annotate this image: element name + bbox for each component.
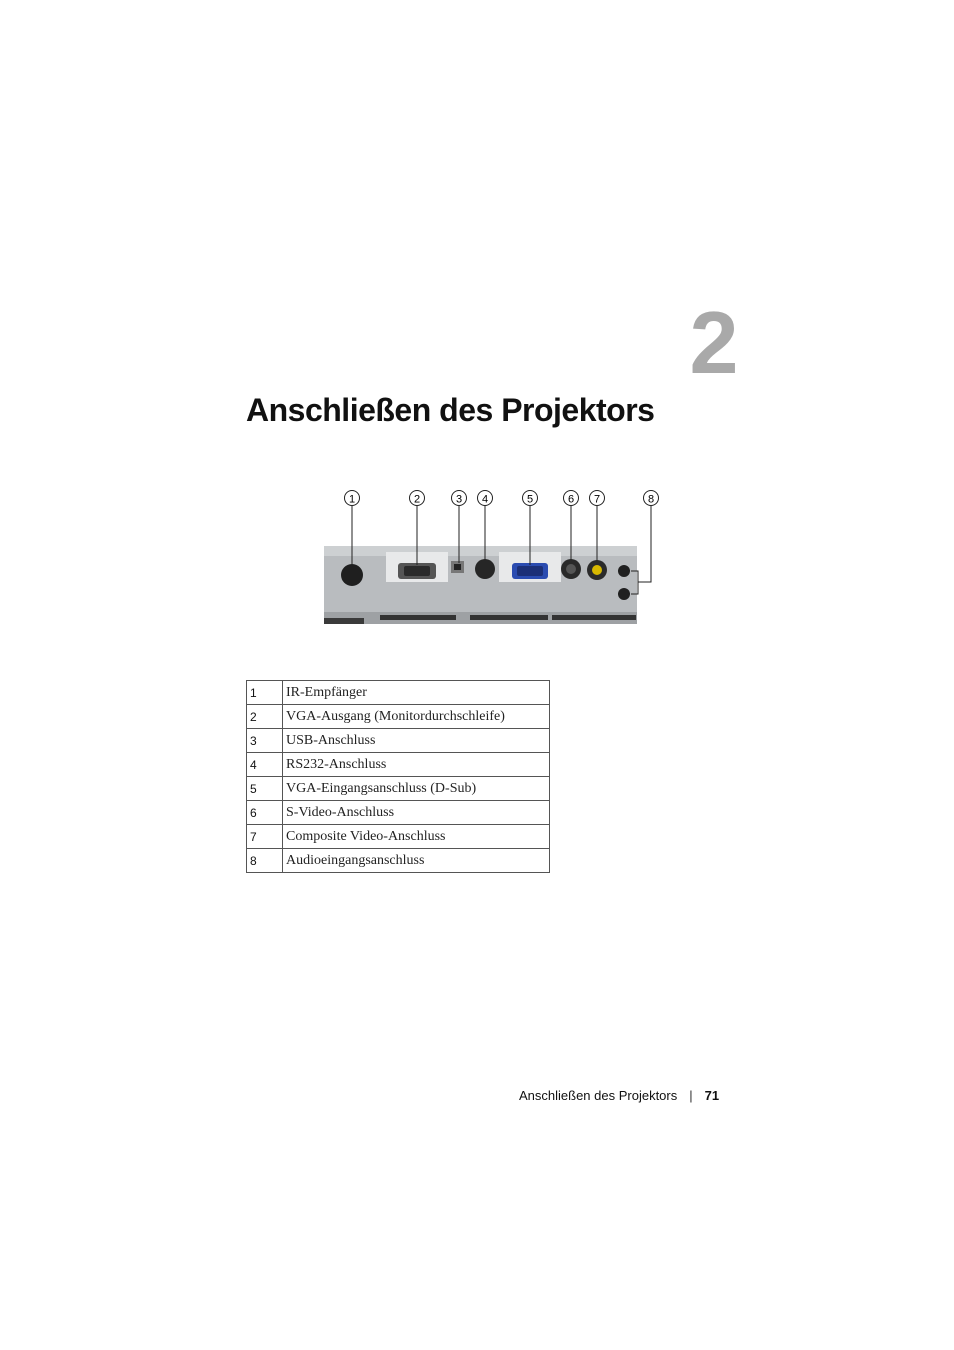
legend-number: 8	[247, 849, 283, 873]
vga-out-port-icon	[398, 563, 436, 579]
legend-number: 7	[247, 825, 283, 849]
table-row	[247, 777, 550, 801]
legend-description: VGA-Eingangsanschluss (D-Sub)	[283, 777, 550, 801]
callout-2	[410, 491, 425, 506]
table-row	[247, 681, 550, 705]
legend-description: RS232-Anschluss	[283, 753, 550, 777]
legend-number: 2	[247, 705, 283, 729]
vga-in-port-icon	[512, 563, 548, 579]
table-row	[247, 753, 550, 777]
chapter-number: 2	[689, 293, 739, 392]
svg-text:1: 1	[348, 493, 356, 506]
legend-number: 6	[247, 801, 283, 825]
rs232-port-icon	[475, 559, 495, 579]
callout-8	[644, 491, 659, 506]
svg-text:7: 7	[593, 493, 601, 506]
legend-number: 1	[247, 681, 283, 705]
usb-port-icon	[451, 561, 464, 573]
projector-back-panel	[324, 546, 637, 624]
legend-description: S-Video-Anschluss	[283, 801, 550, 825]
callout-5	[523, 491, 538, 506]
legend-description: USB-Anschluss	[283, 729, 550, 753]
table-row	[247, 825, 550, 849]
legend-number: 5	[247, 777, 283, 801]
connector-legend-table	[246, 680, 550, 873]
callout-3	[452, 491, 467, 506]
callout-4	[478, 491, 493, 506]
legend-description: IR-Empfänger	[283, 681, 550, 705]
table-row	[247, 705, 550, 729]
table-row	[247, 849, 550, 873]
svg-text:8: 8	[647, 493, 655, 506]
legend-description: Audioeingangsanschluss	[283, 849, 550, 873]
svg-text:4: 4	[481, 493, 489, 506]
page-number: 71	[704, 1088, 720, 1103]
svg-text:6: 6	[567, 493, 575, 506]
footer-section-title: Anschließen des Projektors	[519, 1088, 678, 1103]
page-title: Anschließen des Projektors	[246, 392, 655, 428]
svg-text:2: 2	[413, 493, 421, 506]
legend-description: VGA-Ausgang (Monitordurchschleife)	[283, 705, 550, 729]
svg-text:3: 3	[455, 493, 463, 506]
callout-1	[345, 491, 360, 506]
svg-text:5: 5	[526, 493, 534, 506]
legend-number: 3	[247, 729, 283, 753]
legend-number: 4	[247, 753, 283, 777]
table-row	[247, 729, 550, 753]
audio-in-port-icon	[618, 565, 630, 577]
callout-7	[590, 491, 605, 506]
table-row	[247, 801, 550, 825]
callout-6	[564, 491, 579, 506]
page-footer	[519, 1088, 719, 1103]
ir-receiver-icon	[341, 564, 363, 586]
connector-panel-figure	[320, 484, 660, 628]
legend-description: Composite Video-Anschluss	[283, 825, 550, 849]
footer-separator: |	[689, 1088, 693, 1103]
